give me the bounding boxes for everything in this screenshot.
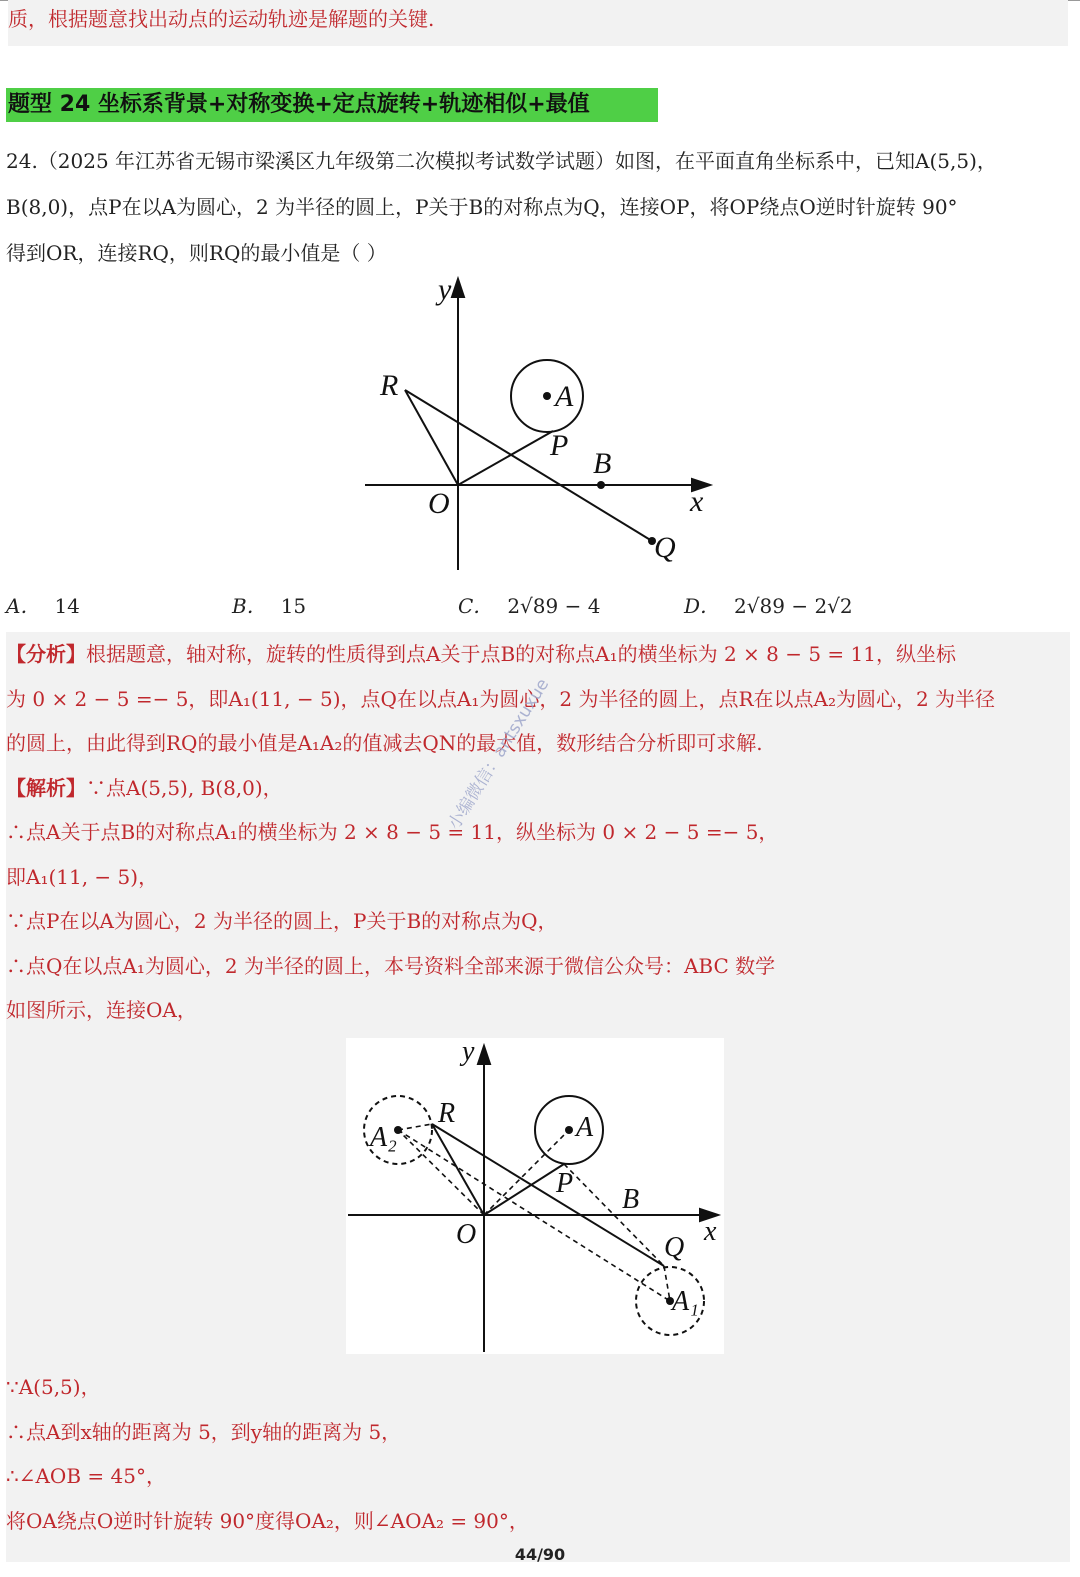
fig2-label-p: P (556, 1168, 574, 1199)
page-number: 44/90 (514, 1545, 566, 1564)
fig1-label-x: x (690, 485, 704, 518)
fig2-segment-op (484, 1164, 564, 1215)
fig1-label-a: A (555, 380, 574, 413)
fig1-label-p: P (550, 429, 569, 462)
option-d: D． 2√89 − 2√2 (684, 594, 853, 618)
solution-line-8: ∴点A到x轴的距离为 5，到y轴的距离为 5， (6, 1419, 402, 1444)
analysis-line-2: 为 0 × 2 − 5 =− 5，即A₁(11, − 5)，点Q在以点A₁为圆心，2 为半径的圆上，点R在以点A₂为圆心，2 为半径 (6, 686, 996, 711)
fig1-y-arrow (452, 279, 464, 297)
section-title: 题型 24 坐标系背景+对称变换+定点旋转+轨迹相似+最值 (6, 88, 658, 122)
option-a: A． 14 (6, 594, 80, 618)
solution-line-2: ∴点A关于点B的对称点A₁的横坐标为 2 × 8 − 5 = 11，纵坐标为 0 × 2 − 5 =− 5， (6, 820, 779, 844)
solution-line-3: 即A₁(11, − 5)， (6, 864, 159, 889)
prev-text-block (8, 0, 1068, 46)
fig1-label-o: O (428, 487, 450, 520)
solution-line-4: ∵点P在以A为圆心，2 为半径的圆上，P关于B的对称点为Q， (6, 909, 558, 933)
figure-2 (346, 1038, 724, 1354)
fig2-label-a1: A₁ (672, 1286, 699, 1317)
prev-text: 质，根据题意找出动点的运动轨迹是解题的关键. (8, 7, 435, 31)
question-line-2: B(8,0)，点P在以A为圆心，2 为半径的圆上，P关于B的对称点为Q，连接OP，将OP绕点O逆时针旋转 90° (6, 195, 958, 219)
option-b: B． 15 (232, 594, 307, 618)
fig1-segment-or (405, 390, 458, 485)
question-line-3: 得到OR，连接RQ，则RQ的最小值是（ ） (6, 241, 387, 265)
solution-line-6: 如图所示，连接OA， (6, 998, 197, 1022)
option-c: C． 2√89 − 4 (458, 594, 601, 618)
question-stem (6, 138, 1074, 276)
solution-line-1: 【解析】∵点A(5,5), B(8,0)， (6, 775, 283, 800)
fig2-label-x: x (704, 1216, 717, 1247)
analysis-line-1: 【分析】根据题意，轴对称，旋转的性质得到点A关于点B的对称点A₁的横坐标为 2 × 8 − 5 = 11，纵坐标 (6, 642, 956, 666)
fig1-point-b (597, 481, 605, 489)
fig1-label-r: R (380, 369, 399, 402)
watermark-text: 小编微信：antsxuxue (444, 675, 554, 834)
fig2-label-b: B (622, 1184, 640, 1215)
solution-line-7: ∵A(5,5)， (6, 1375, 101, 1399)
fig2-y-arrow (478, 1046, 490, 1064)
solution-line-9: ∴∠AOB = 45°， (6, 1464, 166, 1488)
fig1-point-a (543, 392, 551, 400)
options-row (6, 590, 1074, 624)
fig2-label-q: Q (664, 1232, 685, 1263)
question-line-1: 24.（2025 年江苏省无锡市梁溪区九年级第二次模拟考试数学试题）如图，在平面直角坐标系中，已知A(5,5)， (6, 149, 997, 173)
fig2-dash-oa2 (398, 1130, 484, 1215)
solution-line-10: 将OA绕点O逆时针旋转 90°度得OA₂，则∠AOA₂ = 90°， (6, 1508, 529, 1533)
fig1-label-y: y (438, 275, 452, 306)
fig2-dash-a2r (398, 1124, 432, 1130)
fig2-label-r: R (438, 1098, 456, 1129)
fig2-label-a: A (576, 1112, 594, 1143)
fig2-label-o: O (456, 1219, 477, 1250)
fig1-label-q: Q (654, 531, 676, 564)
fig2-segment-or (432, 1124, 484, 1215)
fig2-point-a (565, 1126, 573, 1134)
solution-lower-block (6, 1365, 1070, 1543)
fig2-label-y: y (462, 1038, 475, 1067)
fig1-segment-op (458, 431, 553, 485)
figure-1 (360, 275, 720, 575)
fig2-dash-qa1 (664, 1266, 670, 1301)
fig2-label-a2: A₂ (370, 1122, 397, 1153)
analysis-line-3: 的圆上，由此得到RQ的最小值是A₁A₂的值减去QN的最大值，数形结合分析即可求解. (6, 731, 763, 755)
solution-line-5: ∴点Q在以点A₁为圆心，2 为半径的圆上，本号资料全部来源于微信公众号：ABC 数学 (6, 953, 776, 978)
fig1-label-b: B (593, 447, 612, 480)
